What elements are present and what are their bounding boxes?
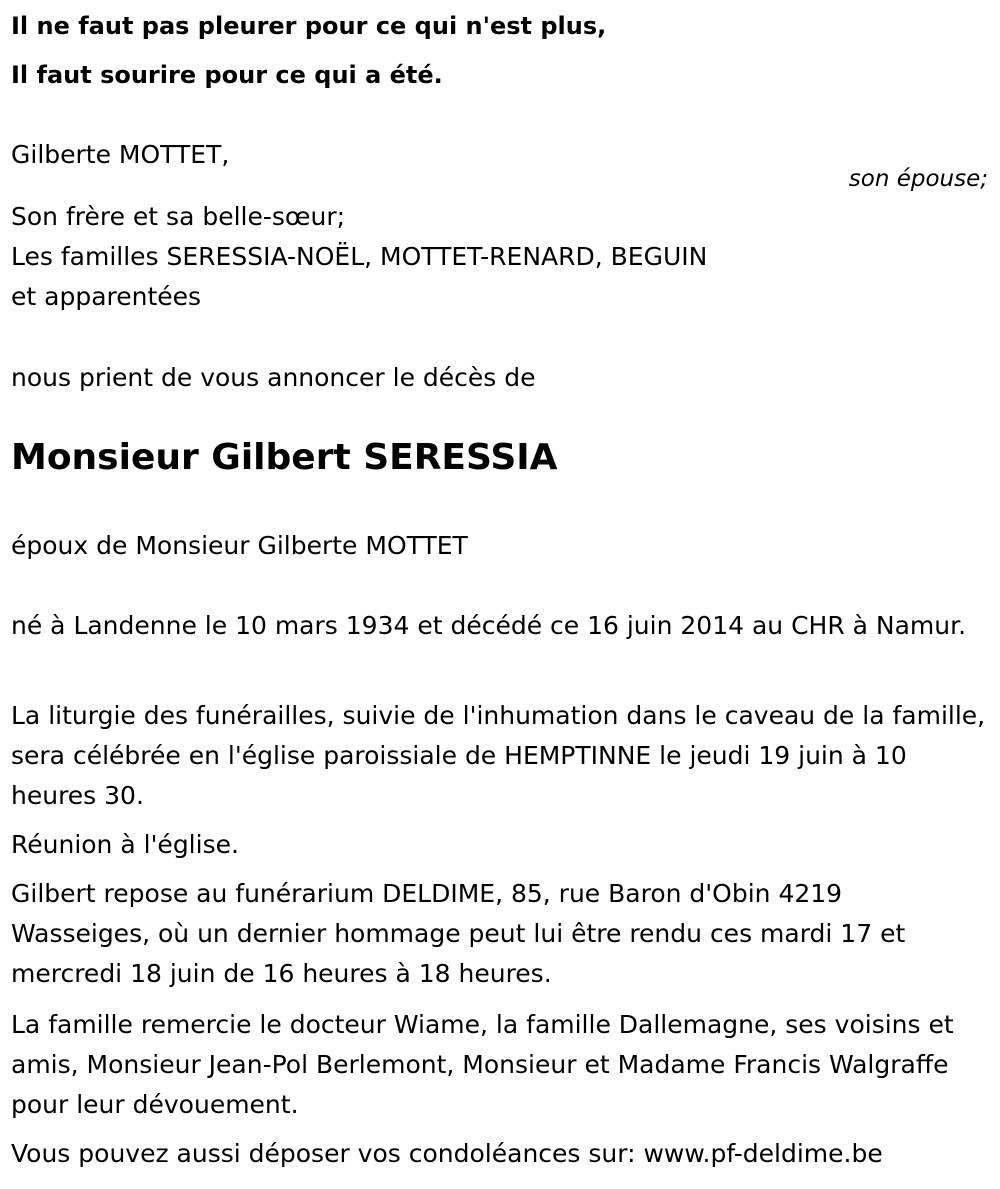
meeting-paragraph: Réunion à l'église. [11, 830, 239, 859]
thanks-paragraph: La famille remercie le docteur Wiame, la famille Dallemagne, ses voisins et amis, Monsieur Jean-Pol Berlemont, Monsieur et Madame Francis Walgraffe pour leur dévouement. [11, 1010, 954, 1119]
spouse-name: Gilberte MOTTET, [11, 140, 230, 169]
announcement-text: nous prient de vous annoncer le décès de [11, 363, 536, 392]
siblings-line: Son frère et sa belle-sœur; [11, 202, 346, 231]
funerarium-paragraph: Gilbert repose au funérarium DELDIME, 85, rue Baron d'Obin 4219 Wasseiges, où un dernier hommage peut lui être rendu ces mardi 17 et mercredi 18 juin de 16 heures à 18 heures. [11, 879, 906, 988]
related-line: et apparentées [11, 282, 202, 311]
quote-line-2: Il faut sourire pour ce qui a été. [11, 61, 443, 89]
spouse-role: son épouse; [848, 166, 988, 192]
liturgy-paragraph: La liturgie des funérailles, suivie de l'inhumation dans le caveau de la famille, sera célébrée en l'église paroissiale de HEMPTINNE le jeudi 19 juin à 10 heures 30. [11, 701, 986, 810]
condolences-paragraph: Vous pouvez aussi déposer vos condoléances sur: www.pf-deldime.be [11, 1139, 883, 1168]
deceased-relation: époux de Monsieur Gilberte MOTTET [11, 531, 468, 560]
families-line: Les familles SERESSIA-NOËL, MOTTET-RENARD, BEGUIN [11, 242, 708, 271]
deceased-name: Monsieur Gilbert SERESSIA [11, 437, 558, 478]
birth-death-paragraph: né à Landenne le 10 mars 1934 et décédé ce 16 juin 2014 au CHR à Namur. [11, 611, 967, 640]
quote-line-1: Il ne faut pas pleurer pour ce qui n'est plus, [11, 12, 607, 40]
